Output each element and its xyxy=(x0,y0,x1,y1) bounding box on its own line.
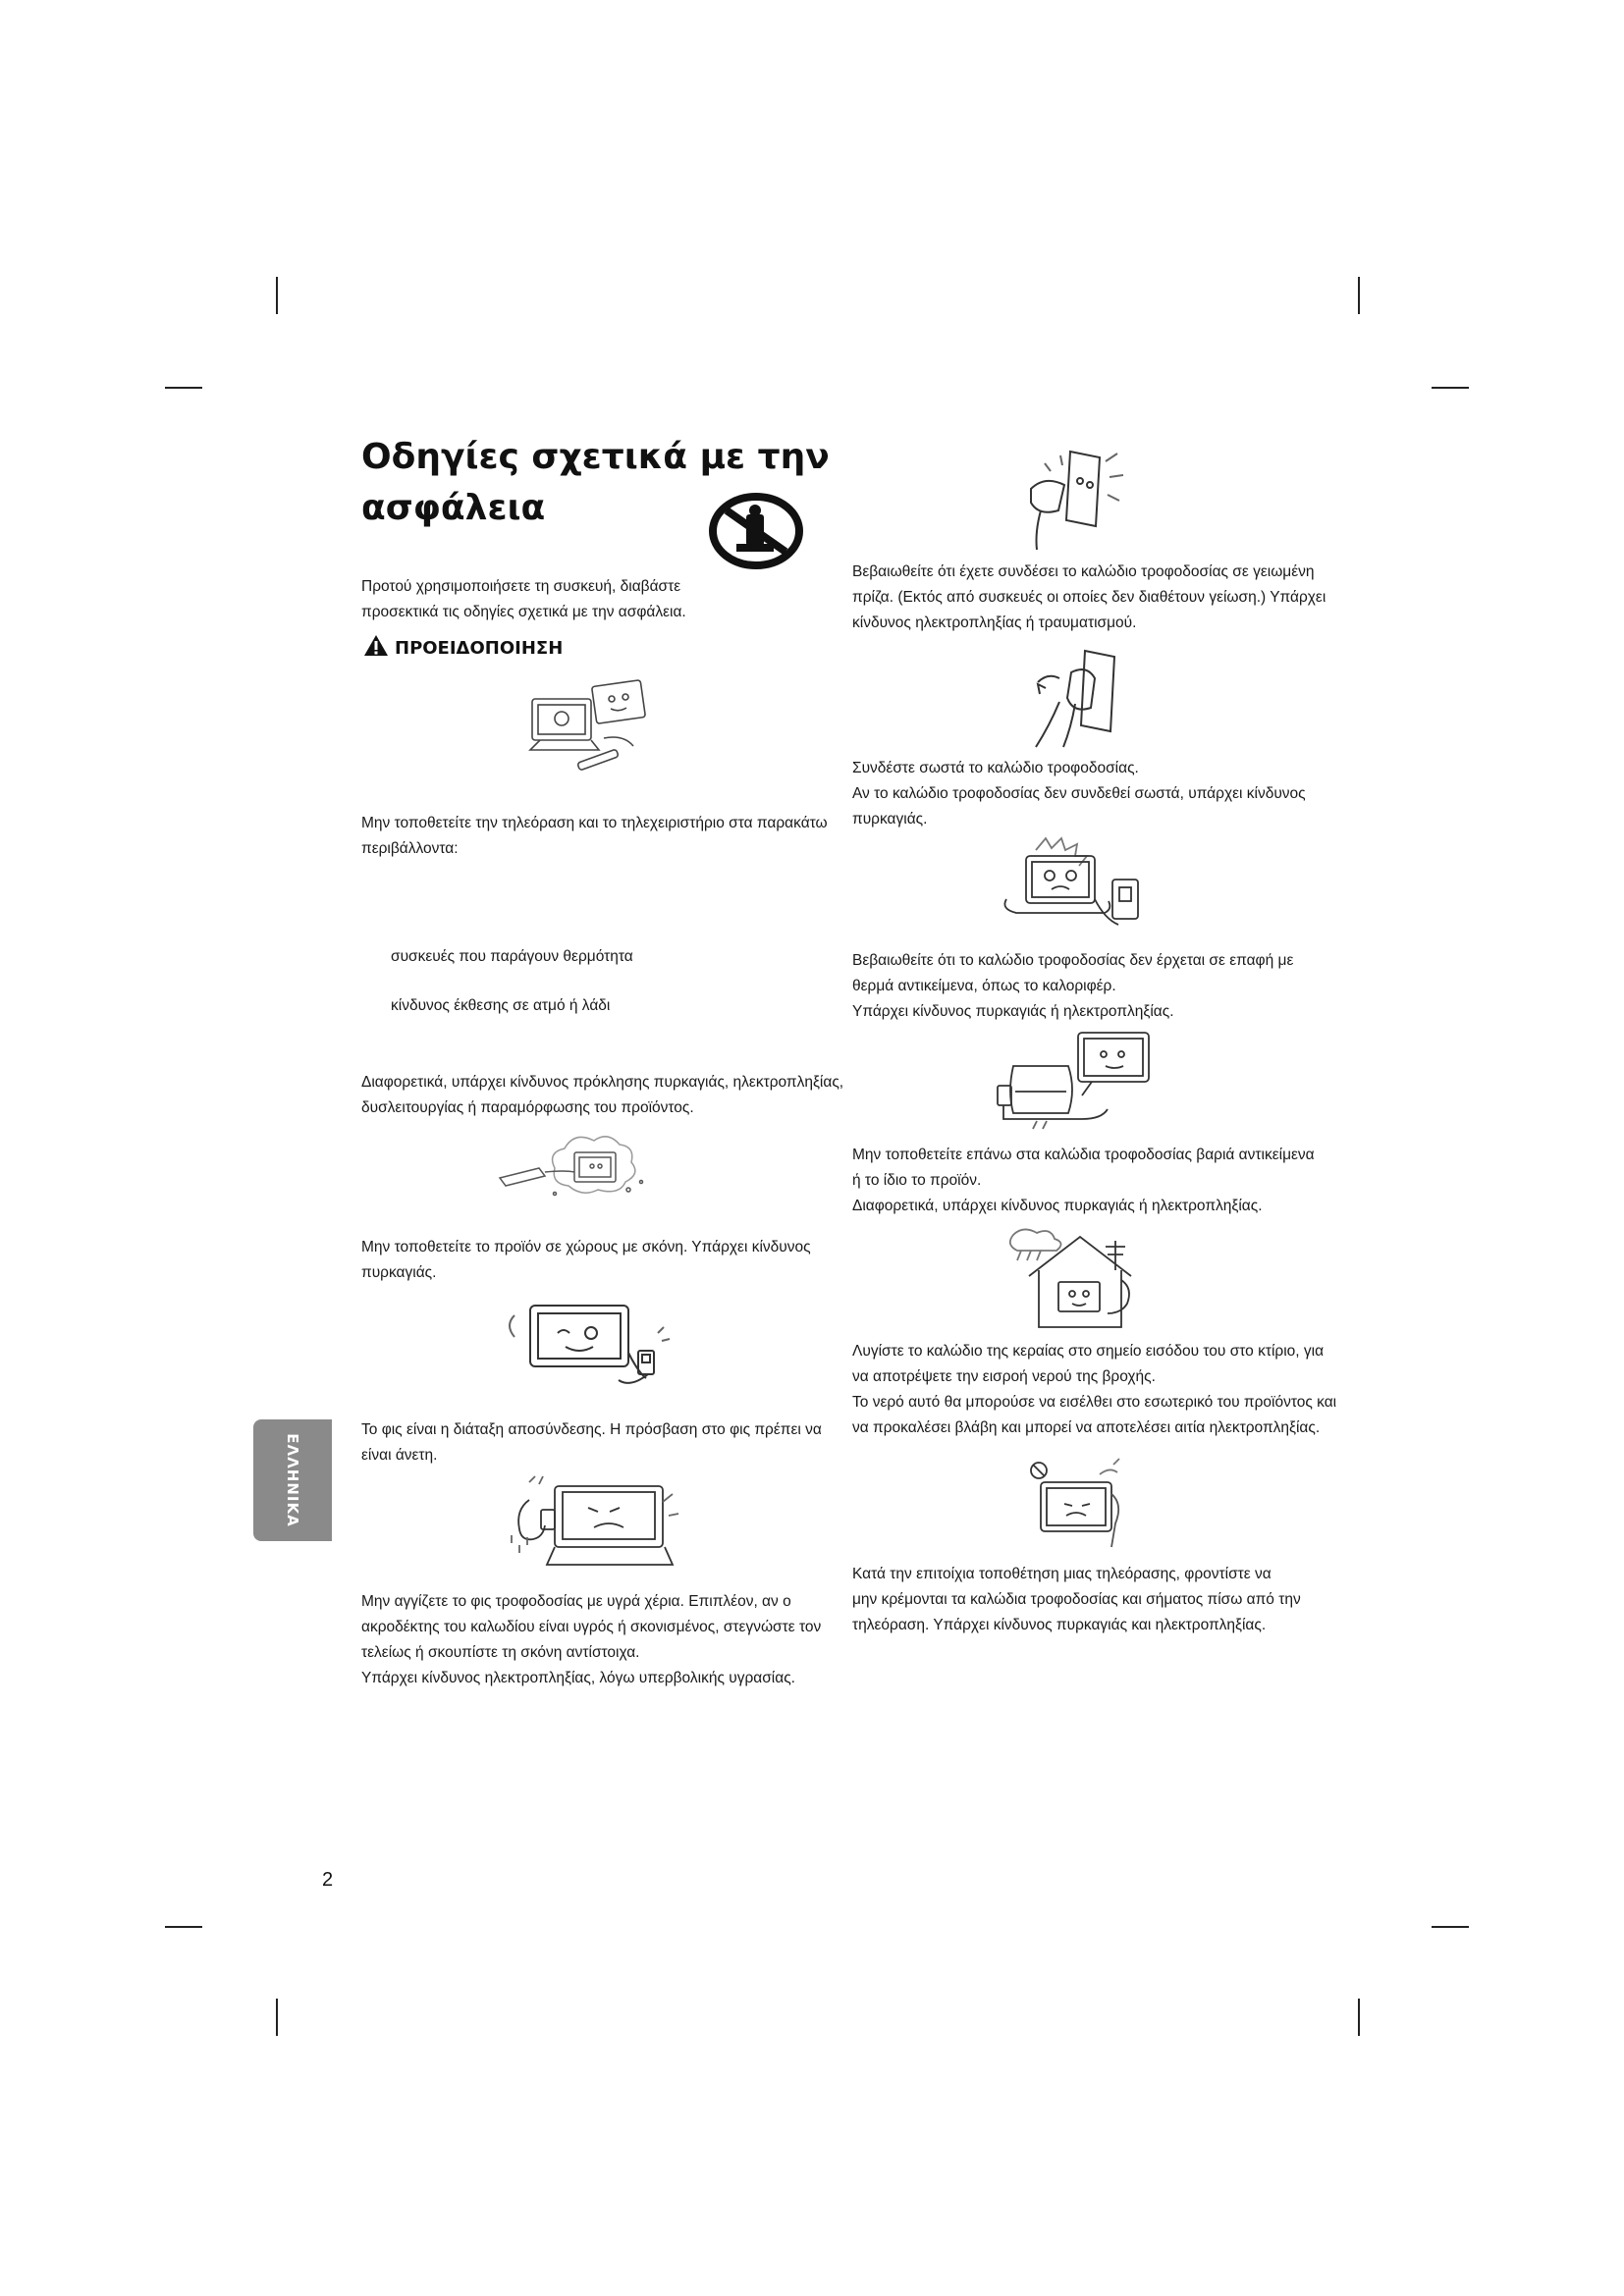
text-line: θερμά αντικείμενα, όπως το καλοριφέρ. xyxy=(852,978,1116,994)
hot-cord-illustration xyxy=(997,830,1154,938)
text-line: Μην αγγίζετε το φις τροφοδοσίας με υγρά χέρια. Επιπλέον, αν ο xyxy=(361,1593,791,1610)
tv-plug-illustration xyxy=(501,1294,673,1392)
antenna-text xyxy=(852,1339,1336,1441)
crop-mark xyxy=(276,1999,278,2036)
language-tab-label: ΕΛΛΗΝΙΚΑ xyxy=(284,1433,301,1527)
text-line: Μην τοποθετείτε το προϊόν σε χώρους με σκόνη. Υπάρχει κίνδυνος xyxy=(361,1239,811,1255)
dust-illustration xyxy=(496,1129,663,1212)
plug-text xyxy=(361,1417,822,1468)
text-line: ακροδέκτης του καλωδίου είναι υγρός ή σκονισμένος, στεγνώστε τον xyxy=(361,1619,822,1635)
text-line: Διαφορετικά, υπάρχει κίνδυνος πυρκαγιάς ή ηλεκτροπληξίας. xyxy=(852,1198,1263,1214)
text-line: μην κρέμονται τα καλώδια τροφοδοσίας και σήματος πίσω από την xyxy=(852,1591,1301,1608)
text-line: Συνδέστε σωστά το καλώδιο τροφοδοσίας. xyxy=(852,760,1139,776)
crop-mark xyxy=(1432,1926,1469,1928)
text-line: Βεβαιωθείτε ότι το καλώδιο τροφοδοσίας δεν έρχεται σε επαφή με xyxy=(852,952,1294,969)
text-line: προσεκτικά τις οδηγίες σχετικά με την ασφάλεια. xyxy=(361,604,686,620)
text-line: Το νερό αυτό θα μπορούσε να εισέλθει στο εσωτερικό του προϊόντος και xyxy=(852,1394,1337,1411)
bullet-item xyxy=(391,993,610,1019)
otherwise-text xyxy=(361,1070,843,1121)
text-line: Μην τοποθετείτε επάνω στα καλώδια τροφοδοσίας βαριά αντικείμενα xyxy=(852,1147,1315,1163)
text-line: τηλεόραση. Υπάρχει κίνδυνος πυρκαγιάς και ηλεκτροπληξίας. xyxy=(852,1617,1267,1633)
title-line: Οδηγίες σχετικά με την xyxy=(361,437,830,477)
text-line: πυρκαγιάς. xyxy=(361,1264,437,1281)
crop-mark xyxy=(165,387,202,389)
page-number: 2 xyxy=(322,1869,334,1891)
ground-text xyxy=(852,560,1326,636)
text-line: να αποτρέψετε την εισροή νερού της βροχής. xyxy=(852,1368,1156,1385)
intro-text xyxy=(361,574,686,625)
wall-mount-text xyxy=(852,1562,1301,1638)
warning-label: ΠΡΟΕΙΔΟΠΟΙΗΣΗ xyxy=(395,637,564,659)
text-line: δυσλειτουργίας ή παραμόρφωσης του προϊόντος. xyxy=(361,1099,694,1116)
bullet-steam: κίνδυνος έκθεσης σε ατμό ή λάδι xyxy=(391,997,611,1014)
text-line: Υπάρχει κίνδυνος ηλεκτροπληξίας, λόγω υπερβολικής υγρασίας. xyxy=(361,1670,795,1686)
crop-mark xyxy=(276,277,278,314)
text-line: κίνδυνος ηλεκτροπληξίας ή τραυματισμού. xyxy=(852,614,1137,631)
text-line: είναι άνετη. xyxy=(361,1447,438,1464)
text-line: να προκαλέσει βλάβη και μπορεί να αποτελέσει αιτία ηλεκτροπληξίας. xyxy=(852,1419,1321,1436)
text-line: τελείως ή σκουπίστε τη σκόνη αντίστοιχα. xyxy=(361,1644,640,1661)
grounded-outlet-illustration xyxy=(1011,442,1139,555)
antenna-house-illustration xyxy=(1000,1225,1162,1335)
text-line: Βεβαιωθείτε ότι έχετε συνδέσει το καλώδιο τροφοδοσίας σε γειωμένη xyxy=(852,563,1315,580)
heavy-object-illustration xyxy=(994,1023,1161,1133)
text-line: Κατά την επιτοίχια τοποθέτηση μιας τηλεόρασης, φροντίστε να xyxy=(852,1566,1272,1582)
placement-text xyxy=(361,811,828,862)
crop-mark xyxy=(165,1926,202,1928)
wet-hands-text xyxy=(361,1589,821,1691)
hot-text xyxy=(852,948,1293,1025)
heavy-text xyxy=(852,1143,1315,1219)
crop-mark xyxy=(1432,387,1469,389)
warning-heading xyxy=(363,634,563,662)
language-tab xyxy=(253,1419,332,1541)
wet-hands-illustration xyxy=(496,1472,682,1580)
dust-text xyxy=(361,1235,811,1286)
text-line: Το φις είναι η διάταξη αποσύνδεσης. Η πρόσβαση στο φις πρέπει να xyxy=(361,1421,822,1438)
text-line: περιβάλλοντα: xyxy=(361,840,459,857)
text-line: πρίζα. (Εκτός από συσκευές οι οποίες δεν διαθέτουν γείωση.) Υπάρχει xyxy=(852,589,1326,606)
crop-mark xyxy=(1358,1999,1360,2036)
bullet-heat: συσκευές που παράγουν θερμότητα xyxy=(391,948,633,965)
text-line: Λυγίστε το καλώδιο της κεραίας στο σημείο εισόδου του στο κτίριο, για xyxy=(852,1343,1325,1360)
title-line: ασφάλεια xyxy=(361,488,546,528)
text-line: Υπάρχει κίνδυνος πυρκαγιάς ή ηλεκτροπληξίας. xyxy=(852,1003,1174,1020)
text-line: πυρκαγιάς. xyxy=(852,811,928,828)
connect-text xyxy=(852,756,1306,832)
bullet-item xyxy=(391,944,633,970)
text-line: Μην τοποθετείτε την τηλεόραση και το τηλεχειριστήριο στα παρακάτω xyxy=(361,815,828,831)
text-line: ή το ίδιο το προϊόν. xyxy=(852,1172,982,1189)
crop-mark xyxy=(1358,277,1360,314)
warning-triangle-icon xyxy=(363,634,389,662)
tv-remote-illustration xyxy=(520,677,663,775)
connect-plug-illustration xyxy=(1016,643,1139,751)
text-line: Διαφορετικά, υπάρχει κίνδυνος πρόκλησης πυρκαγιάς, ηλεκτροπληξίας, xyxy=(361,1074,844,1091)
wall-mount-illustration xyxy=(1021,1455,1129,1553)
prohibition-icon xyxy=(707,491,805,571)
text-line: Προτού χρησιμοποιήσετε τη συσκευή, διαβάστε xyxy=(361,578,681,595)
text-line: Αν το καλώδιο τροφοδοσίας δεν συνδεθεί σωστά, υπάρχει κίνδυνος xyxy=(852,785,1306,802)
